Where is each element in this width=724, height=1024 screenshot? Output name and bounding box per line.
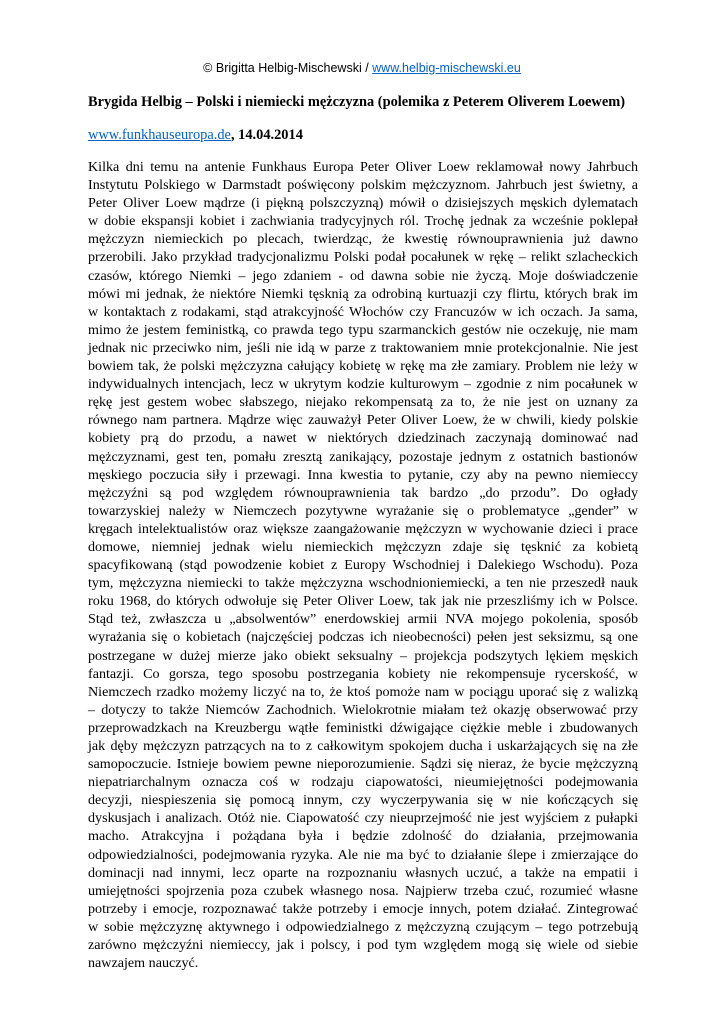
source-link[interactable]: www.funkhauseuropa.de bbox=[88, 127, 231, 143]
body-line: odpowiedzialności, podejmowania ryzyka. Ale nie ma być to działanie ślepe i zmierzające do bbox=[88, 846, 638, 863]
body-line: niepatriarchalnym oznacza coś w rodzaju ciapowatości, nieumiejętności podejmowania bbox=[88, 774, 638, 791]
body-line: Peter Oliver Loew mądrze (i piękną polszczyzną) mówił o dzisiejszych męskich dylematach bbox=[88, 195, 638, 212]
body-line: samopoczucie. Istnieje bowiem pewne nieporozumienie. Sądzi się nieraz, że bycie mężczyzną bbox=[88, 756, 638, 773]
body-line: decyzji, niespieszenia się pomocą innym, czy wyczerpywania się w nie kończących się bbox=[88, 792, 638, 809]
body-line: postrzegane w dużej mierze jako obiekt seksualny – projekcja podszytych lękiem męskich bbox=[88, 647, 638, 664]
article-body bbox=[88, 158, 638, 972]
source-date: , 14.04.2014 bbox=[230, 127, 303, 143]
body-line: umiejętności spojrzenia poza czubek własnego nosa. Najpierw trzeba czuć, rozumieć własne bbox=[88, 882, 638, 899]
body-line: Niemczech rzadko możemy liczyć na to, że ktoś pomoże nam w pociągu uporać się z walizką bbox=[88, 683, 638, 700]
body-line: męskiego poczucia siły i przewagi. Inna kwestia to pytanie, czy aby na pewno niemieccy bbox=[88, 466, 638, 483]
body-line: mimo że jestem feministką, co prawda tego typu szarmanckich gestów nie oczekuję, nie mam bbox=[88, 321, 638, 338]
body-line: mężczyznami, gest ten, pomału zresztą zanikający, pozostaje jednym z ostatnich bastionów bbox=[88, 448, 638, 465]
body-line: towarzyskiej należy w Niemczech pozytywne wyrażanie się o problematyce „gender” w bbox=[88, 502, 638, 519]
article-title: Brygida Helbig – Polski i niemiecki mężczyzna (polemika z Peterem Oliverem Loewem) bbox=[88, 94, 625, 110]
body-line: wyrażania się o kobietach (najczęściej podczas ich nieobecności) pełen jest seksizmu, są one bbox=[88, 629, 638, 646]
body-line: – dotyczy to także Niemców Zachodnich. Wielokrotnie miałam też okazję obserwować przy bbox=[88, 701, 638, 718]
body-line: kobiety prą do przodu, a nawet w niektórych dziedzinach zaczynają dominować nad bbox=[88, 430, 638, 447]
body-line: domowe, niemniej jednak wielu niemieckich mężczyzn zdaje się tęsknić za kobietą bbox=[88, 538, 638, 555]
body-line: dyskusjach i analizach. Otóż nie. Ciapowatość czy nieuprzejmość nie jest wyjściem z pułapki bbox=[88, 810, 638, 827]
body-line: Stąd też, zwłaszcza u „absolwentów” enerdowskiej armii NVA mojego pokolenia, sposób bbox=[88, 611, 638, 628]
body-line: w dobie ekspansji kobiet i zachwiania tradycyjnych ról. Trochę jednak za wcześnie poklepał bbox=[88, 213, 638, 230]
body-line: dominacji nad innymi, lecz oparte na rozpoznaniu własnych uczuć, a także na empatii i bbox=[88, 864, 638, 881]
body-line: w sobie mężczyznę aktywnego i odpowiedzialnego z mężczyzną czującym – tego potrzebują bbox=[88, 918, 638, 935]
body-line: czasów, którego Niemki – jego zdaniem - od dawna sobie nie życzą. Moje doświadczenie bbox=[88, 267, 638, 284]
body-line: Kilka dni temu na antenie Funkhaus Europa Peter Oliver Loew reklamował nowy Jahrbuch bbox=[88, 159, 638, 175]
article-source bbox=[88, 127, 303, 144]
body-line: macho. Atrakcyjna i pożądana była i będzie zdolność do działania, przejmowania bbox=[88, 828, 638, 845]
copyright-text: © Brigitta Helbig-Mischewski / bbox=[203, 61, 373, 75]
body-line: roku 1968, do których odwołuje się Peter Oliver Loew, tak jak nie przeszliśmy ich w Polsce. bbox=[88, 593, 638, 610]
website-link[interactable]: www.helbig-mischewski.eu bbox=[372, 61, 521, 75]
body-line: spacyfikowaną (stąd powodzenie kobiet z Europy Wschodniej i Dalekiego Wschodu). Poza bbox=[88, 557, 638, 574]
body-line: potrzeby i emocje, rozpoznawać także potrzeby i emocje innych, potem działać. Zintegrować bbox=[88, 900, 638, 917]
body-line: jak dęby mężczyzn patrzących na to z całkowitym spokojem ducha i uskarżających się na złe bbox=[88, 738, 638, 754]
body-line: rękę jest gestem wobec słabszego, niejako rekompensatą za to, że nie jest on uznany za bbox=[88, 394, 638, 411]
body-line: mężczyzn niemieckich po plecach, twierdząc, że kwestię równouprawnienia już dawno bbox=[88, 231, 638, 248]
body-line: przerobili. Jako przykład tradycjonalizmu Polski podał pocałunek w rękę – relikt szlacheckich bbox=[88, 249, 638, 266]
body-line: kręgach intelektualistów oraz większe zaangażowanie mężczyzn w wychowanie dzieci i prace bbox=[88, 520, 638, 537]
body-line: mężczyźni są pod względem równouprawnienia tak bardzo „do przodu”. Do ogłady bbox=[88, 484, 638, 501]
body-line: Instytutu Polskiego w Darmstadt poświęcony polskim mężczyznom. Jahrbuch jest świetny, a bbox=[88, 177, 638, 194]
body-line: jednak nic przeciwko nim, jeśli nie idą w parze z traktowaniem mnie protekcjonalnie. Nie jest bbox=[88, 339, 638, 356]
body-line: mówi mi jednak, że niektóre Niemki tęsknią za odrobiną kurtuazji czy flirtu, których brak im bbox=[88, 285, 638, 302]
copyright-header bbox=[0, 60, 724, 76]
body-line: bowiem tak, że polski mężczyzna całujący kobietę w rękę ma złe zamiary. Problem nie leży w bbox=[88, 358, 638, 375]
body-line: zarówno mężczyźni niemieccy, jak i polscy, i pod tym względem mogą się wiele od siebie bbox=[88, 937, 638, 954]
body-line: tym, mężczyzna niemiecki to także mężczyzna wschodnioniemiecki, a ten nie przeszedł nauk bbox=[88, 575, 638, 592]
body-line: nawzajem nauczyć. bbox=[88, 955, 199, 972]
body-line: indywidualnych intencjach, lecz w ukrytym kodzie kulturowym – zgodnie z nim pocałunek w bbox=[88, 376, 638, 393]
body-line: przeprowadzkach na Kreuzbergu wątłe feministki dźwigające ciężkie meble i zbudowanych bbox=[88, 719, 638, 736]
body-line: równego nam partnera. Mądrze więc zauważył Peter Oliver Loew, że w chwili, kiedy polskie bbox=[88, 412, 638, 429]
body-line: w kontaktach z rodakami, stąd atrakcyjność Włochów czy Francuzów w ich oczach. Ja sama, bbox=[88, 303, 638, 320]
body-line: fantazji. Co gorsza, tego sposobu postrzegania kobiety nie rekompensuje rycerskość, w bbox=[88, 665, 638, 682]
